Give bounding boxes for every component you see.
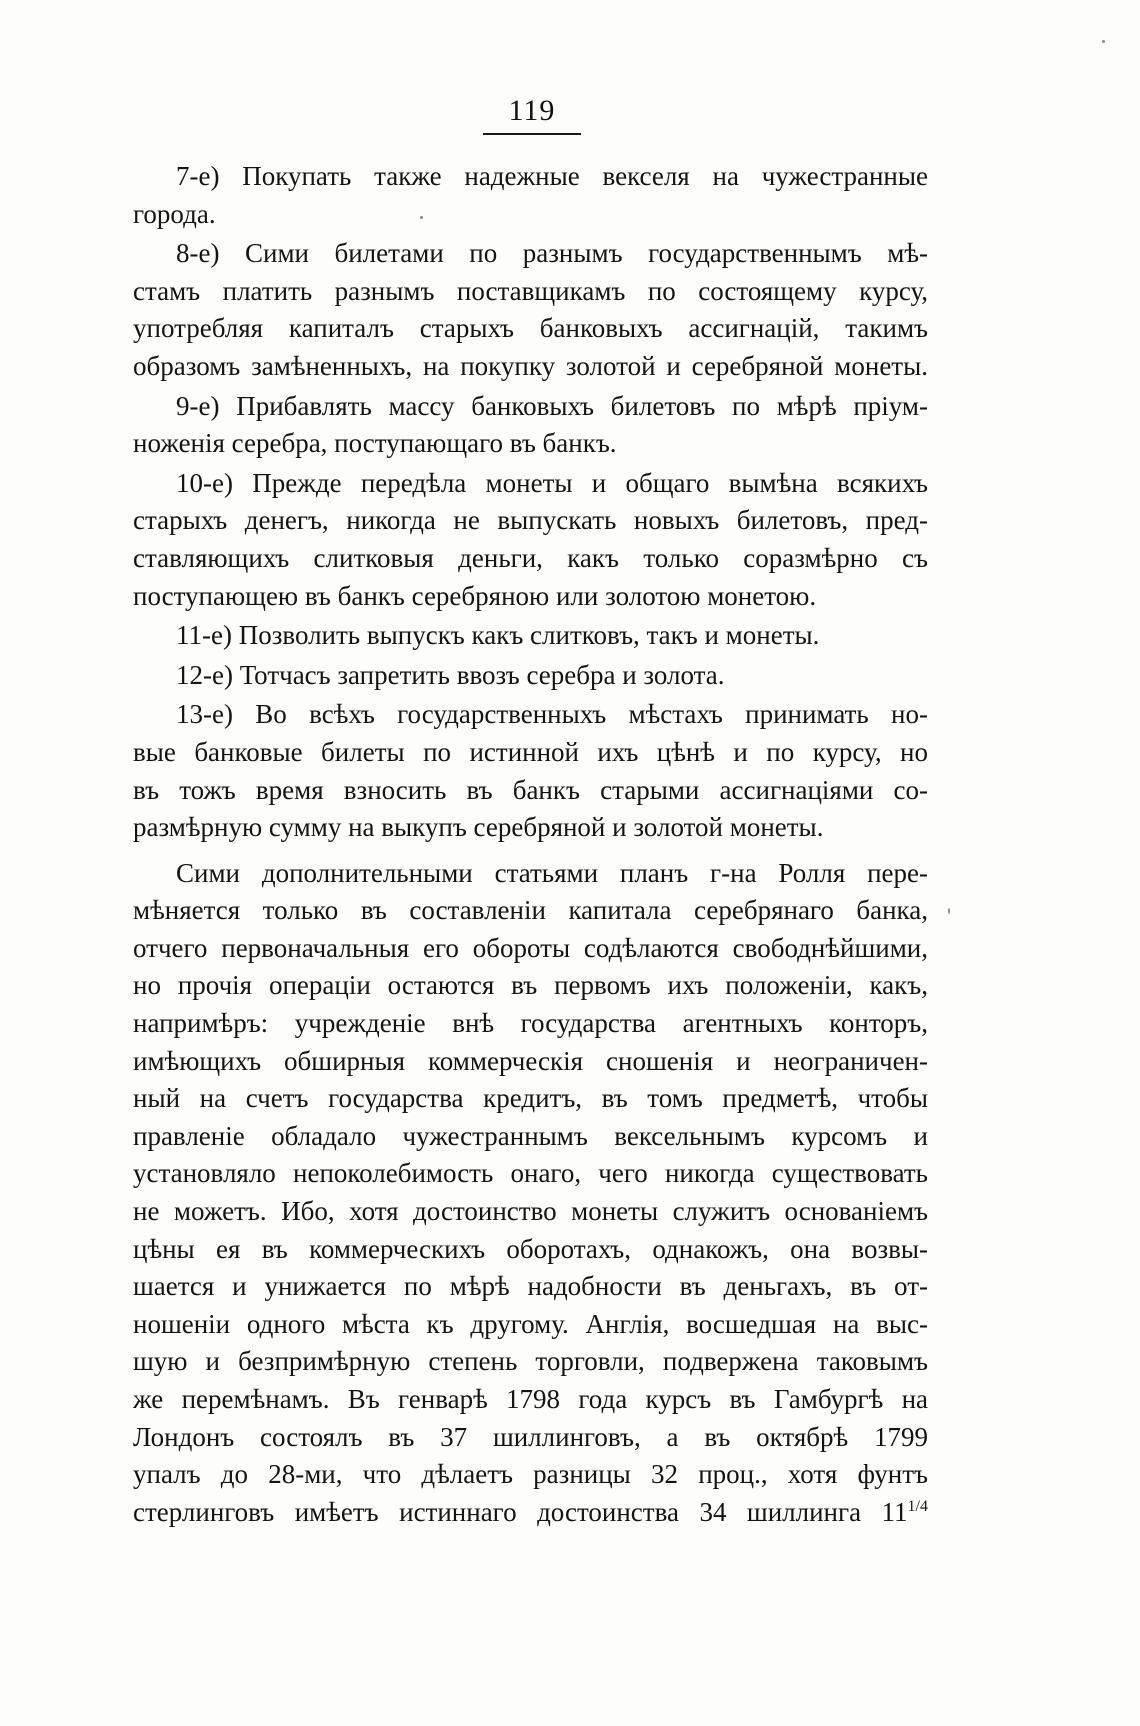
page-text [133, 158, 928, 1531]
text-line: ставляющихъ слитковыя деньги, какъ только соразмѣрно съ [133, 542, 928, 573]
text-line: города. [133, 198, 216, 229]
text-line: 9-е) Прибавлять массу банковыхъ билетовъ по мѣрѣ пріум- [176, 390, 928, 421]
text-line: установляло непоколебимость онаго, чего никогда существовать [133, 1158, 928, 1189]
text-line: мѣняется только въ составленіи капитала серебрянаго банка, [133, 895, 928, 926]
text-line: отчего первоначальныя его обороты содѣлаются свободнѣйшими, [133, 932, 928, 963]
text-line: ный на счетъ государства кредитъ, въ томъ предметѣ, чтобы [133, 1083, 928, 1114]
text-line: шается и унижается по мѣрѣ надобности въ деньгахъ, въ от- [133, 1271, 928, 1302]
text-line: поступающею въ банкъ серебряною или золотою монетою. [133, 580, 817, 611]
text-line: въ тожъ время взносить въ банкъ старыми ассигнаціями со- [133, 774, 928, 805]
text-line: 11-е) Позволить выпускъ какъ слитковъ, такъ и монеты. [176, 620, 820, 651]
text-line: правленіе обладало чужестраннымъ вексельнымъ курсомъ и [133, 1120, 928, 1151]
text-line: имѣющихъ обширныя коммерческія сношенія и неограничен- [133, 1045, 928, 1076]
page-number-underline [483, 133, 581, 135]
text-line: 8-е) Сими билетами по разнымъ государственнымъ мѣ- [176, 238, 928, 269]
text-line: упалъ до 28-ми, что дѣлаетъ разницы 32 проц., хотя фунтъ [133, 1459, 928, 1490]
text-line: ношеніи одного мѣста къ другому. Англія, восшедшая на выс- [133, 1308, 928, 1339]
text-line: 7-е) Покупать также надежные векселя на чужестранные [176, 161, 928, 191]
text-line: ноженія серебра, поступающаго въ банкъ. [133, 428, 617, 459]
text-line: напримѣръ: учрежденіе внѣ государства агентныхъ конторъ, [133, 1008, 928, 1039]
text-line: размѣрную сумму на выкупъ серебряной и золотой монеты. [133, 812, 824, 843]
text-line: вые банковые билеты по истинной ихъ цѣнѣ и по курсу, но [133, 736, 928, 767]
text-line: же перемѣнамъ. Въ генварѣ 1798 года курсъ въ Гамбургѣ на [133, 1384, 928, 1414]
text-line: старыхъ денегъ, никогда не выпускать новыхъ билетовъ, пред- [133, 505, 928, 536]
text-line: 12-е) Тотчасъ запретить ввозъ серебра и золота. [176, 659, 725, 690]
text-line [133, 1494, 928, 1532]
text-line-content: стерлинговъ имѣетъ истиннаго достоинства 34 шиллинга 11 [133, 1496, 908, 1527]
text-line: образомъ замѣненныхъ, на покупку золотой и серебряной монеты. [133, 350, 928, 381]
text-line: 13-е) Во всѣхъ государственныхъ мѣстахъ принимать но- [176, 699, 928, 730]
text-line: стамъ платить разнымъ поставщикамъ по состоящему курсу, [133, 275, 928, 306]
text-line: употребляя капиталъ старыхъ банковыхъ ассигнацій, такимъ [133, 313, 928, 344]
text-line: шую и безпримѣрную степень торговли, подвержена таковымъ [133, 1346, 928, 1377]
page-number: 119 [508, 94, 556, 127]
text-line: не можетъ. Ибо, хотя достоинство монеты служитъ основаніемъ [133, 1196, 928, 1227]
text-line: Лондонъ состоялъ въ 37 шиллинговъ, а въ октябрѣ 1799 [133, 1421, 928, 1452]
text-line: 10-е) Прежде передѣла монеты и общаго вымѣна всякихъ [176, 467, 928, 498]
text-line: Сими дополнительными статьями планъ г-на Ролля пере- [176, 857, 928, 888]
text-line: цѣны ея въ коммерческихъ оборотахъ, однакожъ, она возвы- [133, 1233, 928, 1264]
text-line: но прочія операціи остаются въ первомъ ихъ положеніи, какъ, [133, 970, 928, 1001]
fraction-one-quarter: 1/4 [907, 1497, 928, 1515]
